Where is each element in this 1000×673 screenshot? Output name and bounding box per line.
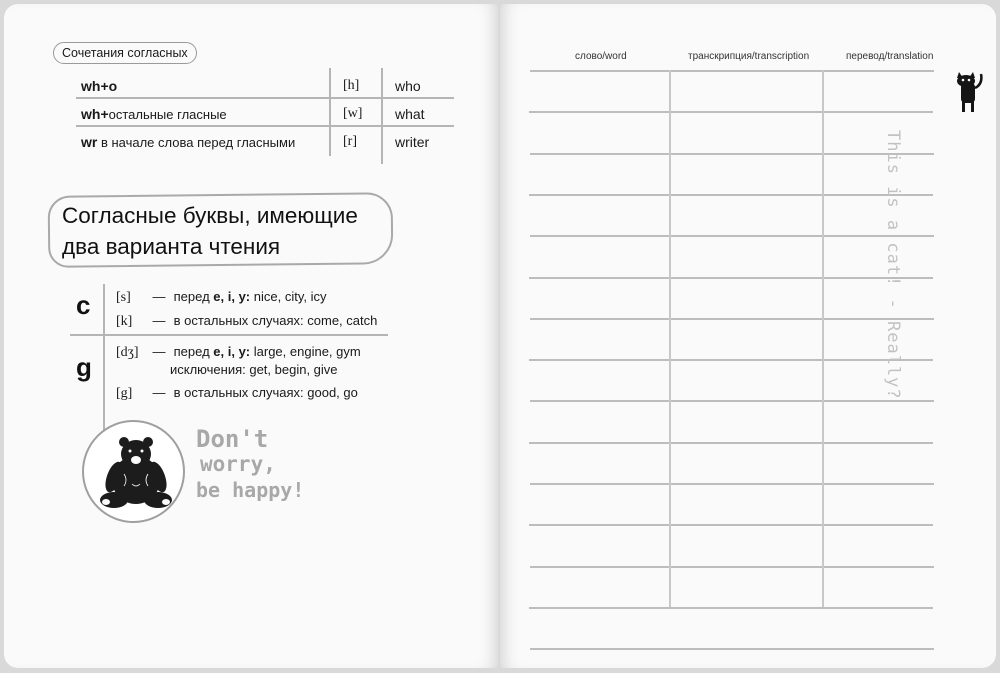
slogan-line-1: Don't: [196, 425, 269, 453]
vocab-row-line: [529, 607, 933, 609]
combo-col-divider: [329, 68, 331, 156]
vocab-row-line: [529, 111, 933, 113]
letter-c: c: [76, 290, 91, 320]
vocab-row-line: [529, 359, 933, 361]
slogan-line-2: worry,: [200, 452, 276, 476]
vocab-row-line: [529, 524, 933, 526]
rule-c-hard: [k] — в остальных случаях: come, catch: [116, 313, 378, 329]
cat-icon: [953, 68, 983, 118]
bear-icon: [84, 422, 185, 523]
vocab-row-line: [530, 483, 934, 485]
section-heading: Согласные буквы, имеющие два варианта чтения: [62, 203, 358, 259]
col-header-transcription: транскрипция/transcription: [688, 51, 810, 62]
vocab-row-line: [530, 566, 934, 568]
col-header-translation: перевод/translation: [846, 51, 934, 62]
rules-vertical-line: [103, 284, 105, 430]
bear-badge: [82, 420, 185, 523]
rule-g-exceptions: исключения: get, begin, give: [170, 362, 338, 377]
combo-divider: [76, 97, 454, 99]
right-page: [500, 4, 996, 668]
vocab-row-line: [529, 194, 933, 196]
col-header-word: слово/word: [575, 51, 627, 62]
combo-divider: [76, 125, 454, 127]
vocab-row-line: [530, 318, 934, 320]
vocab-row-line: [530, 648, 934, 650]
letter-g: g: [76, 352, 92, 382]
vocab-row-line: [529, 277, 933, 279]
slogan-line-3: be happy!: [196, 478, 305, 502]
side-caption: This is a cat! - Really?: [883, 130, 903, 400]
vocab-row-line: [530, 70, 934, 72]
vocab-col-line: [822, 70, 824, 607]
combos-title: Сочетания согласных: [53, 42, 197, 64]
rule-g-hard: [g] — в остальных случаях: good, go: [116, 385, 358, 401]
rules-divider: [70, 334, 388, 336]
combo-row-1: wh+o [h] who: [81, 78, 421, 94]
combo-col-divider: [381, 68, 383, 164]
vocab-row-line: [529, 442, 933, 444]
rule-c-soft: [s] — перед e, i, y: nice, city, icy: [116, 289, 327, 305]
vocab-row-line: [530, 153, 934, 155]
combo-row-2: wh+остальные гласные [w] what: [81, 106, 425, 122]
vocab-row-line: [530, 235, 934, 237]
combo-row-3: wr в начале слова перед гласными [r] writer: [81, 134, 430, 150]
vocab-row-line: [530, 400, 934, 402]
vocab-col-line: [669, 70, 671, 607]
rule-g-soft: [dʒ] — перед e, i, y: large, engine, gym: [116, 344, 361, 360]
